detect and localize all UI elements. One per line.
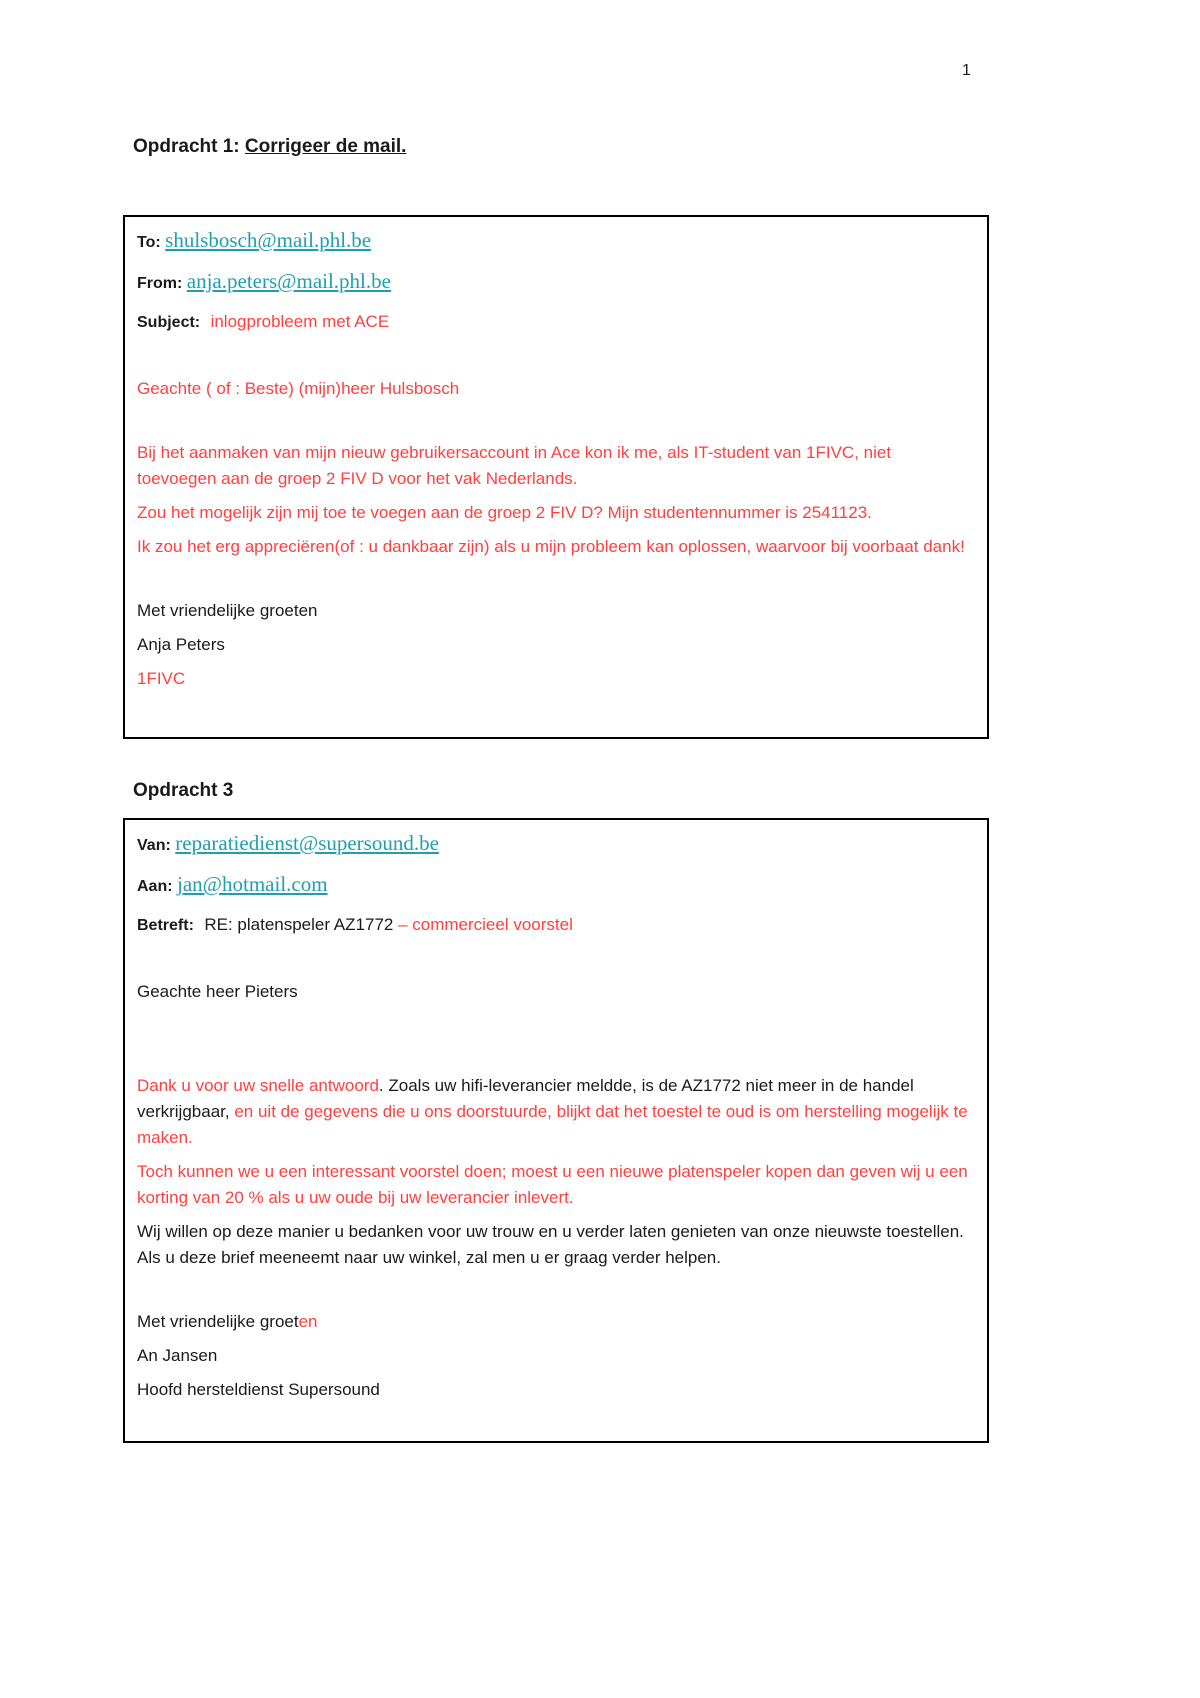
blank-line xyxy=(137,568,971,590)
betreft-value-black: RE: platenspeler AZ1772 xyxy=(204,915,399,934)
aan-address-link[interactable]: jan@hotmail.com xyxy=(177,872,328,896)
email-box-opdracht3 xyxy=(123,818,989,1443)
aan-label: Aan: xyxy=(137,878,173,895)
email1-greeting: Geachte ( of : Beste) (mijn)heer Hulsbosch xyxy=(137,379,460,398)
betreft-line xyxy=(137,910,971,941)
to-address-link[interactable]: shulsbosch@mail.phl.be xyxy=(165,228,372,252)
van-label: Van: xyxy=(137,837,171,854)
email3-paragraph-1 xyxy=(137,1073,971,1151)
opdracht1-heading-prefix: Opdracht 1: xyxy=(133,136,245,157)
email3-closing-black-segment: Met vriendelijke groet xyxy=(137,1312,299,1331)
blank-line xyxy=(137,1013,971,1035)
blank-line xyxy=(137,410,971,432)
from-line xyxy=(137,266,971,299)
email3-greeting: Geachte heer Pieters xyxy=(137,982,298,1001)
opdracht1-heading-underlined: Corrigeer de mail. xyxy=(244,136,407,157)
opdracht3-heading: Opdracht 3 xyxy=(133,780,234,801)
email3-closing xyxy=(137,1309,971,1335)
email1-closing: Met vriendelijke groeten xyxy=(137,601,318,620)
email3-paragraph-1-black-segment: . Zoals uw hifi-leverancier meldde, is de AZ1772 niet meer in de handel verkrijgbaar, xyxy=(137,1076,914,1121)
email1-paragraph-3: Ik zou het erg appreciëren(of : u dankbaar zijn) als u mijn probleem kan oplossen, waarvoor bij voorbaat dank! xyxy=(137,537,965,556)
aan-line xyxy=(137,869,971,902)
from-address-link[interactable]: anja.peters@mail.phl.be xyxy=(186,269,391,293)
email3-paragraph-3: Wij willen op deze manier u bedanken voor uw trouw en u verder laten genieten van onze nieuwste toestellen. Als u deze brief meeneemt naar uw winkel, zal men u er graag verder helpen. xyxy=(137,1222,964,1267)
blank-line xyxy=(137,1043,971,1065)
email3-paragraph-1-red-segment-2: en uit de gegevens die u ons doorstuurde, blijkt dat het toestel te oud is om herstelling mogelijk te maken. xyxy=(137,1102,968,1147)
betreft-value-red: – commercieel voorstel xyxy=(398,915,573,934)
blank-line xyxy=(137,949,971,971)
van-address-link[interactable]: reparatiedienst@supersound.be xyxy=(175,831,439,855)
blank-line xyxy=(137,346,971,368)
email1-signature-name: Anja Peters xyxy=(137,635,225,654)
page-number: 1 xyxy=(962,62,971,79)
blank-line xyxy=(137,1279,971,1301)
to-label: To: xyxy=(137,234,161,251)
subject-value: inlogprobleem met ACE xyxy=(210,312,390,331)
email3-signature-title: Hoofd hersteldienst Supersound xyxy=(137,1380,380,1399)
email3-paragraph-2: Toch kunnen we u een interessant voorstel doen; moest u een nieuwe platenspeler kopen dan geven wij u een korting van 20 % als u uw oude bij uw leverancier inlevert. xyxy=(137,1162,968,1207)
subject-line xyxy=(137,307,971,338)
email1-paragraph-1: Bij het aanmaken van mijn nieuw gebruikersaccount in Ace kon ik me, als IT-student van 1FIVC, niet toevoegen aan de groep 2 FIV D voor het vak Nederlands. xyxy=(137,443,892,488)
van-line xyxy=(137,828,971,861)
email1-paragraph-2: Zou het mogelijk zijn mij toe te voegen aan de groep 2 FIV D? Mijn studentennummer is 2541123. xyxy=(137,503,872,522)
email1-signature-class: 1FIVC xyxy=(137,669,186,688)
email3-signature-name: An Jansen xyxy=(137,1346,218,1365)
from-label: From: xyxy=(137,275,183,292)
email3-paragraph-1-red-segment: Dank u voor uw snelle antwoord xyxy=(137,1076,379,1095)
to-line xyxy=(137,225,971,258)
email-box-opdracht1 xyxy=(123,215,989,739)
betreft-label: Betreft: xyxy=(137,917,194,934)
email3-closing-red-segment: en xyxy=(298,1312,318,1331)
opdracht1-heading xyxy=(133,136,406,158)
subject-label: Subject: xyxy=(137,314,201,331)
